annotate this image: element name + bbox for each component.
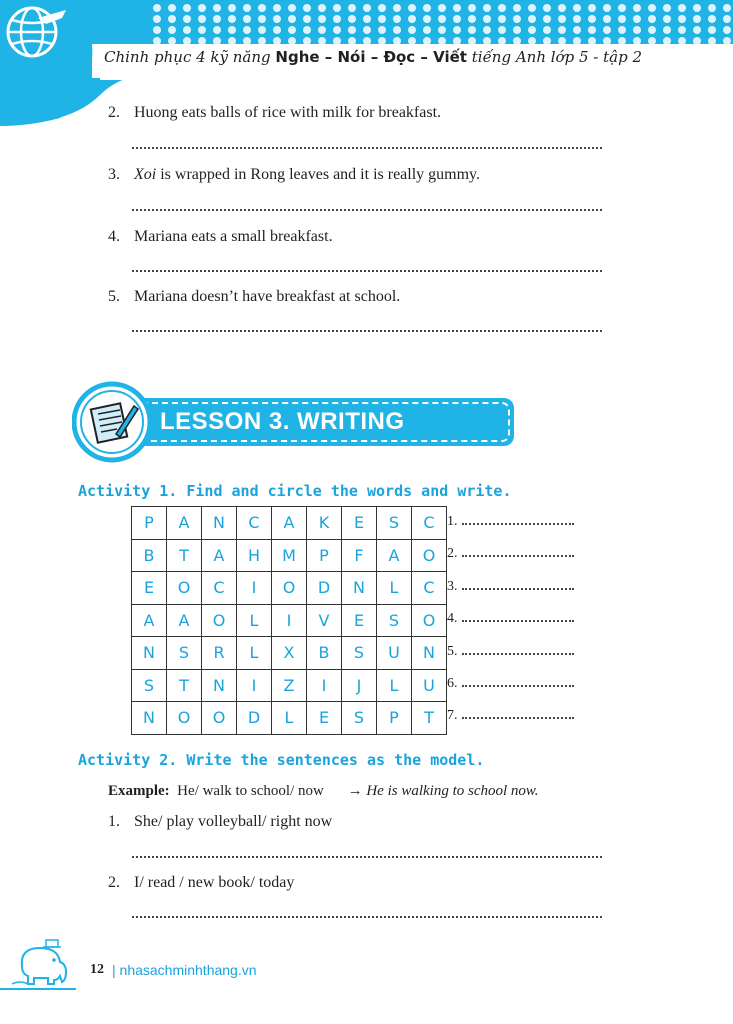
page-number: 12 <box>90 962 104 977</box>
answer-number: 2. <box>447 546 458 562</box>
grid-letter[interactable]: N <box>132 637 167 670</box>
grid-letter[interactable]: X <box>272 637 307 670</box>
answer-slot[interactable] <box>447 578 574 610</box>
grid-letter[interactable]: M <box>272 539 307 572</box>
writing-item: 2. I/ read / new book/ today <box>108 874 295 891</box>
grid-letter[interactable]: H <box>237 539 272 572</box>
answer-line[interactable] <box>462 610 574 622</box>
grid-letter[interactable]: A <box>132 604 167 637</box>
answer-number: 4. <box>447 611 458 627</box>
answer-slot[interactable] <box>447 513 574 545</box>
writing-item: 1. She/ play volleyball/ right now <box>108 813 333 830</box>
answer-slot[interactable] <box>447 675 574 707</box>
grid-letter[interactable]: I <box>237 669 272 702</box>
activity1-title: Activity 1. Find and circle the words and write. <box>78 482 512 500</box>
grid-letter[interactable]: T <box>167 669 202 702</box>
grid-letter[interactable]: L <box>377 572 412 605</box>
grid-letter[interactable]: K <box>307 507 342 540</box>
grid-letter[interactable]: S <box>377 604 412 637</box>
answer-number: 3. <box>447 578 458 594</box>
grid-row <box>132 572 447 605</box>
answer-slot[interactable] <box>447 545 574 577</box>
grid-letter[interactable]: L <box>237 637 272 670</box>
answer-line[interactable] <box>132 207 602 211</box>
globe-icon <box>0 0 70 64</box>
grid-row <box>132 637 447 670</box>
grid-letter[interactable]: S <box>377 507 412 540</box>
grid-letter[interactable]: O <box>412 539 447 572</box>
grid-letter[interactable]: A <box>377 539 412 572</box>
grid-letter[interactable]: L <box>272 702 307 735</box>
answer-line[interactable] <box>462 513 574 525</box>
answer-number: 1. <box>447 514 458 529</box>
answer-number: 7. <box>447 708 458 724</box>
grid-letter[interactable]: N <box>202 507 237 540</box>
grid-letter[interactable]: E <box>342 507 377 540</box>
answer-list <box>447 513 574 740</box>
reading-item: 3. Xoi is wrapped in Rong leaves and it is really gummy. <box>108 166 481 183</box>
page-footer <box>0 930 733 1024</box>
grid-letter[interactable]: O <box>272 572 307 605</box>
grid-letter[interactable]: I <box>237 572 272 605</box>
grid-letter[interactable]: O <box>167 702 202 735</box>
activity2-title: Activity 2. Write the sentences as the model. <box>78 751 485 769</box>
grid-letter[interactable]: C <box>412 572 447 605</box>
grid-letter[interactable]: J <box>342 669 377 702</box>
grid-letter[interactable]: A <box>167 604 202 637</box>
grid-letter[interactable]: N <box>412 637 447 670</box>
answer-line[interactable] <box>132 268 602 272</box>
grid-letter[interactable]: C <box>202 572 237 605</box>
grid-letter[interactable]: N <box>132 702 167 735</box>
lesson-title: LESSON 3. WRITING <box>160 408 405 435</box>
grid-letter[interactable]: L <box>377 669 412 702</box>
grid-letter[interactable]: O <box>412 604 447 637</box>
grid-letter[interactable]: S <box>342 637 377 670</box>
answer-line[interactable] <box>462 675 574 687</box>
grid-letter[interactable]: S <box>167 637 202 670</box>
answer-number: 5. <box>447 643 458 659</box>
grid-letter[interactable]: P <box>307 539 342 572</box>
notepad-icon <box>72 380 156 464</box>
grid-letter[interactable]: A <box>167 507 202 540</box>
grid-letter[interactable]: V <box>307 604 342 637</box>
grid-letter[interactable]: P <box>377 702 412 735</box>
grid-letter[interactable]: D <box>237 702 272 735</box>
grid-letter[interactable]: N <box>202 669 237 702</box>
grid-letter[interactable]: D <box>307 572 342 605</box>
grid-letter[interactable]: N <box>342 572 377 605</box>
answer-number: 6. <box>447 675 458 691</box>
grid-letter[interactable]: B <box>132 539 167 572</box>
grid-letter[interactable]: O <box>202 702 237 735</box>
answer-slot[interactable] <box>447 610 574 642</box>
grid-row <box>132 702 447 735</box>
reading-item: 2. Huong eats balls of rice with milk for breakfast. <box>108 104 442 121</box>
grid-row <box>132 669 447 702</box>
grid-letter[interactable]: R <box>202 637 237 670</box>
reading-item: 5. Mariana doesn’t have breakfast at school. <box>108 288 401 305</box>
grid-letter[interactable]: U <box>412 669 447 702</box>
grid-letter[interactable]: A <box>272 507 307 540</box>
lesson-banner <box>72 380 452 464</box>
grid-letter[interactable]: E <box>132 572 167 605</box>
grid-row <box>132 604 447 637</box>
grid-letter[interactable]: S <box>342 702 377 735</box>
footer-rule <box>0 988 76 990</box>
answer-line[interactable] <box>132 854 602 858</box>
grid-letter[interactable]: B <box>307 637 342 670</box>
grid-letter[interactable]: E <box>307 702 342 735</box>
grid-row <box>132 507 447 540</box>
answer-line[interactable] <box>462 643 574 655</box>
grid-letter[interactable]: A <box>202 539 237 572</box>
grid-letter[interactable]: L <box>237 604 272 637</box>
answer-line[interactable] <box>132 914 602 918</box>
answer-line[interactable] <box>132 328 602 332</box>
grid-letter[interactable]: T <box>167 539 202 572</box>
answer-line[interactable] <box>132 145 602 149</box>
grid-letter[interactable]: O <box>167 572 202 605</box>
grid-letter[interactable]: S <box>132 669 167 702</box>
grid-letter[interactable]: I <box>272 604 307 637</box>
footer-site[interactable]: | nhasachminhthang.vn <box>112 962 257 978</box>
grid-letter[interactable]: C <box>237 507 272 540</box>
grid-letter[interactable]: T <box>412 702 447 735</box>
answer-slot[interactable] <box>447 707 574 739</box>
reading-item: 4. Mariana eats a small breakfast. <box>108 228 333 245</box>
grid-letter[interactable]: I <box>307 669 342 702</box>
grid-letter[interactable]: F <box>342 539 377 572</box>
answer-line[interactable] <box>462 707 574 719</box>
grid-letter[interactable]: U <box>377 637 412 670</box>
grid-row <box>132 539 447 572</box>
answer-slot[interactable] <box>447 643 574 675</box>
grid-letter[interactable]: Z <box>272 669 307 702</box>
grid-letter[interactable]: E <box>342 604 377 637</box>
grid-letter[interactable]: O <box>202 604 237 637</box>
answer-line[interactable] <box>462 578 574 590</box>
example-line: Example: He/ walk to school/ now → He is walking to school now. <box>108 783 539 799</box>
answer-line[interactable] <box>462 545 574 557</box>
grid-letter[interactable]: P <box>132 507 167 540</box>
grid-letter[interactable]: C <box>412 507 447 540</box>
word-search-grid[interactable] <box>131 506 447 735</box>
elephant-icon <box>10 936 76 988</box>
book-title: Chinh phục 4 kỹ năng Nghe – Nói – Đọc – Viết tiếng Anh lớp 5 - tập 2 <box>104 48 642 66</box>
